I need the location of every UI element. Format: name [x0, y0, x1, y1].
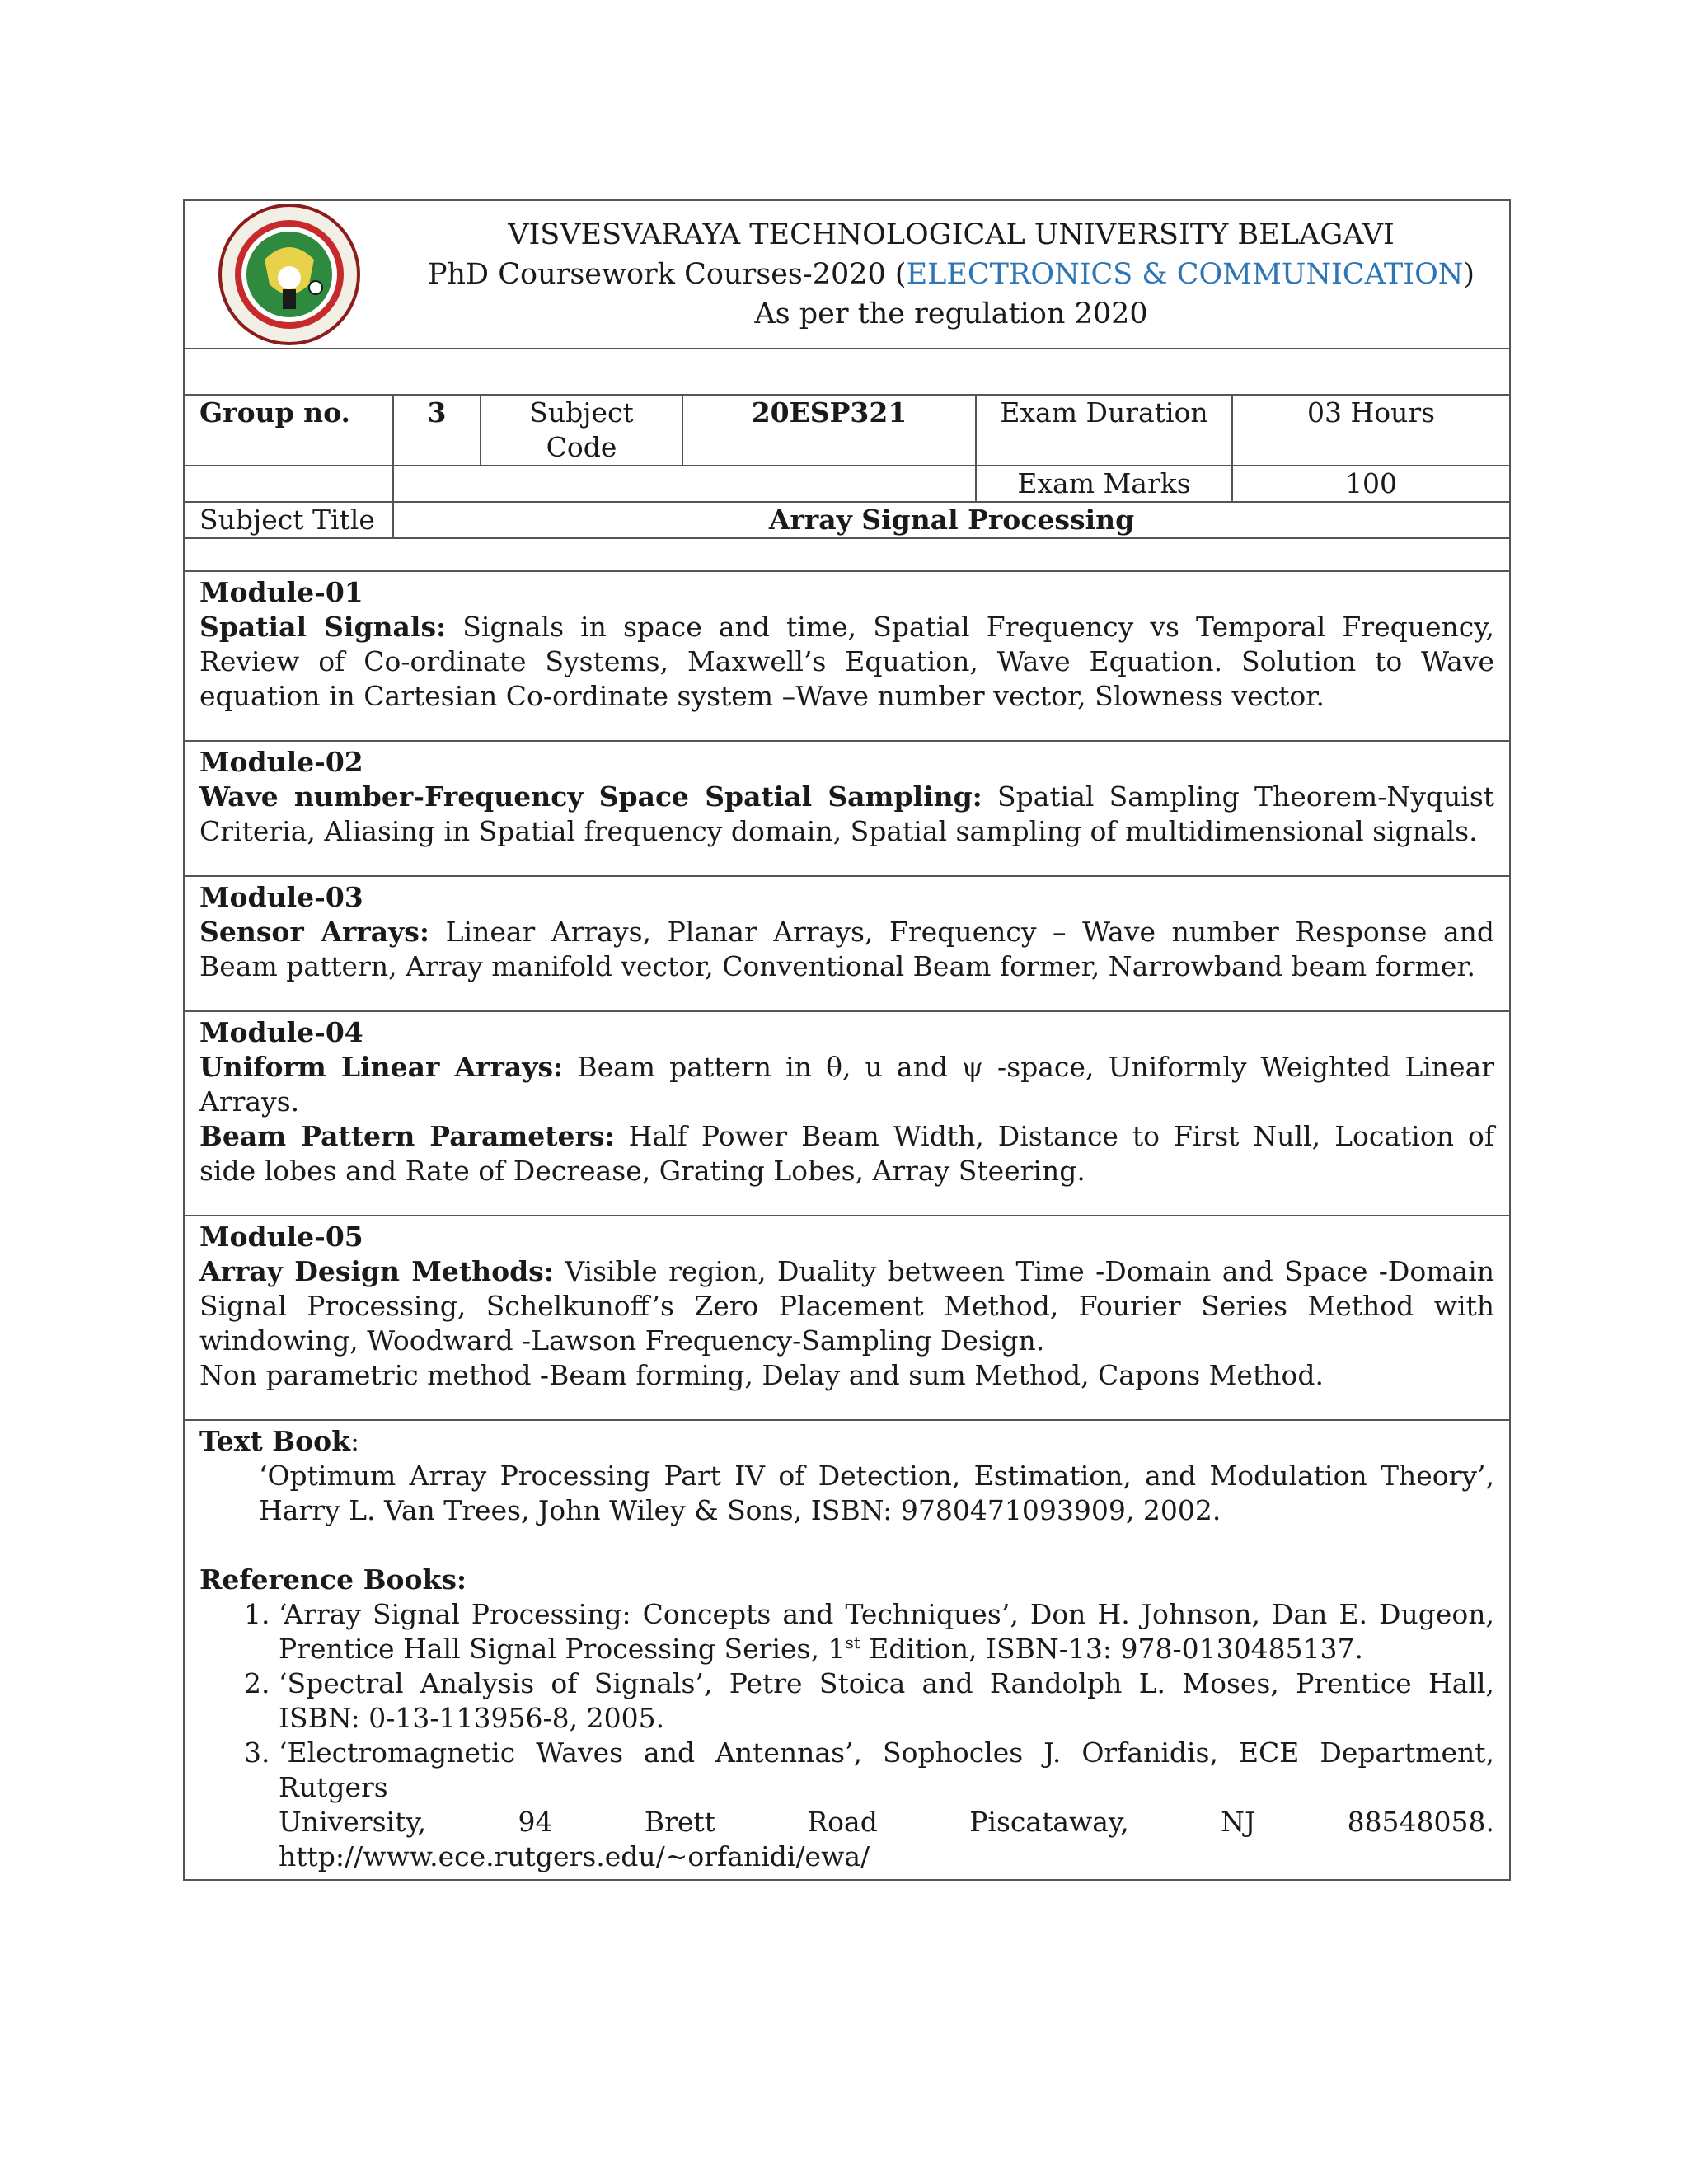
header-row — [184, 200, 1510, 349]
module-heading: Uniform Linear Arrays: — [199, 1051, 564, 1083]
spacer-row — [184, 349, 1510, 395]
books-row: Text Book: ‘Optimum Array Processing Part IV of Detection, Estimation, and Modulation Theory’, Harry L. Van Trees, John Wiley & Sons, ISBN: 9780471093909, 2002. Reference Books: 1. ‘Array Signal Processing: Concepts and Techniques’, Don H. Johnson, Dan E. Dugeon, Prentice Hall Signal Processing Series, 1st Edition, ISBN-13: 978-0130485137. 2. ‘Spectral Analysis of Signals’, Petre Stoica and Randolph L. Moses, Prentice Hall, ISBN: 0-13-113956-8, 2005. 3. ‘Electromagnetic Waves and Antennas’, Sophocles J. Orfanidis, ECE Department, Rutgers University, 94 Brett Road Piscataway, NJ 88548058. http://www.ece.rutgers.edu/~orfanidi/ewa/ — [184, 1420, 1510, 1880]
module-text: Non parametric method -Beam forming, Delay and sum Method, Capons Method. — [199, 1359, 1324, 1391]
module-text: Linear Arrays, Planar Arrays, Frequency – Wave number Response and Beam pattern, Array manifold vector, Conventional Beam former, Narrowband beam former. — [199, 916, 1495, 982]
module-text: Visible region, Duality between Time -Domain and Space -Domain Signal Processing, Schelkunoff’s Zero Placement Method, Fourier Series Method with windowing, Woodward -Lawson Frequency-Sampling Design. — [199, 1255, 1495, 1357]
subject-code-label: Subject Code — [481, 395, 682, 466]
module-row — [184, 741, 1510, 876]
exam-duration-label: Exam Duration — [976, 395, 1232, 466]
exam-marks-label: Exam Marks — [976, 466, 1232, 502]
module-heading: Sensor Arrays: — [199, 916, 430, 948]
module-text: Beam pattern in θ, u and ψ -space, Uniformly Weighted Linear Arrays. — [199, 1051, 1495, 1118]
module-title: Module-02 — [199, 746, 363, 778]
header-title-cell — [393, 200, 1510, 349]
subject-title-label: Subject Title — [184, 502, 393, 538]
university-name: VISVESVARAYA TECHNOLOGICAL UNIVERSITY BELAGAVI — [508, 218, 1395, 251]
textbook-entry: ‘Optimum Array Processing Part IV of Detection, Estimation, and Modulation Theory’, Harry L. Van Trees, John Wiley & Sons, ISBN: 9780471093909, 2002. — [259, 1460, 1495, 1526]
module-text: Signals in space and time, Spatial Frequency vs Temporal Frequency, Review of Co-ordinate Systems, Maxwell’s Equation, Wave Equation. Solution to Wave equation in Cartesian Co-ordinate system –Wave number vector, Slowness vector. — [199, 611, 1495, 712]
list-item: 1. ‘Array Signal Processing: Concepts and Techniques’, Don H. Johnson, Dan E. Dugeon, Prentice Hall Signal Processing Series, 1st Edition, ISBN-13: 978-0130485137. — [279, 1597, 1494, 1666]
module-heading: Beam Pattern Parameters: — [199, 1120, 615, 1152]
module-heading: Array Design Methods: — [199, 1255, 554, 1287]
syllabus-page — [183, 199, 1509, 1881]
module-title: Module-03 — [199, 881, 363, 913]
exam-duration-value: 03 Hours — [1232, 395, 1510, 466]
group-label: Group no. — [184, 395, 393, 466]
module-text: Half Power Beam Width, Distance to First Null, Location of side lobes and Rate of Decrease, Grating Lobes, Array Steering. — [199, 1120, 1495, 1187]
group-value: 3 — [393, 395, 481, 466]
info-row-1 — [184, 395, 1510, 466]
university-seal-icon — [185, 202, 393, 347]
subject-title-value: Array Signal Processing — [393, 502, 1510, 538]
module-row — [184, 1011, 1510, 1216]
department-name: ELECTRONICS & COMMUNICATION — [906, 258, 1464, 291]
module-row — [184, 876, 1510, 1011]
module-text: Spatial Sampling Theorem-Nyquist Criteria, Aliasing in Spatial frequency domain, Spatial sampling of multidimensional signals. — [199, 780, 1495, 847]
syllabus-table — [183, 199, 1511, 1881]
regulation-line: As per the regulation 2020 — [754, 298, 1148, 330]
reference-list — [199, 1597, 1494, 1874]
module-title: Module-05 — [199, 1221, 363, 1253]
reference-url: http://www.ece.rutgers.edu/~orfanidi/ewa/ — [279, 1840, 870, 1872]
info-row-2 — [184, 466, 1510, 502]
module-row — [184, 1216, 1510, 1420]
subject-code-value: 20ESP321 — [682, 395, 976, 466]
module-heading: Spatial Signals: — [199, 611, 447, 643]
reference-books-label: Reference Books: — [199, 1563, 467, 1596]
module-title: Module-04 — [199, 1016, 363, 1048]
module-title: Module-01 — [199, 576, 363, 608]
spacer-row — [184, 538, 1510, 571]
list-item: 3. ‘Electromagnetic Waves and Antennas’, Sophocles J. Orfanidis, ECE Department, Rutgers University, 94 Brett Road Piscataway, NJ 88548058. http://www.ece.rutgers.edu/~orfanidi/ewa/ — [279, 1736, 1494, 1874]
list-item: 2. ‘Spectral Analysis of Signals’, Petre Stoica and Randolph L. Moses, Prentice Hall, ISBN: 0-13-113956-8, 2005. — [279, 1666, 1494, 1736]
course-line: PhD Coursework Courses-2020 (ELECTRONICS & COMMUNICATION) — [427, 258, 1475, 291]
textbook-label: Text Book — [199, 1425, 350, 1457]
module-heading: Wave number-Frequency Space Spatial Sampling: — [199, 780, 982, 813]
logo-cell — [184, 200, 393, 349]
exam-marks-value: 100 — [1232, 466, 1510, 502]
info-row-3 — [184, 502, 1510, 538]
module-row — [184, 571, 1510, 741]
